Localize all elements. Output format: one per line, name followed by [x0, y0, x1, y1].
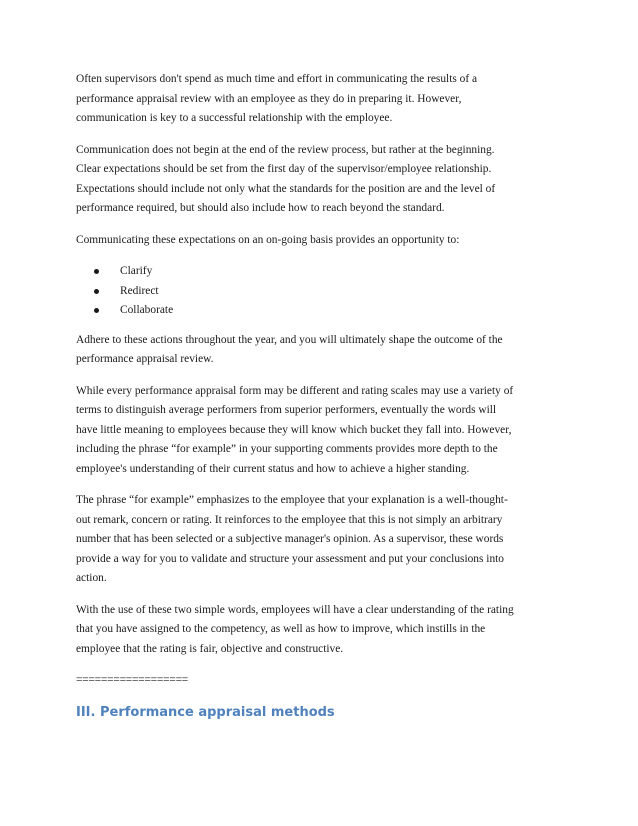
bullet-text: Clarify — [120, 265, 153, 277]
section-heading: III. Performance appraisal methods — [76, 704, 335, 720]
paragraph-expectations-opportunity: Communicating these expectations on an on-going basis provides an opportunity to: — [76, 233, 460, 246]
paragraph-two-simple-words: With the use of these two simple words, employees will have a clear understanding of the rating that you have assigned to the competency, as well as how to improve, which instills in the employee that the rating is fair, objective and constructive. — [76, 603, 514, 655]
paragraph-for-example-phrase: The phrase “for example” emphasizes to the employee that your explanation is a well-thought- out remark, concern or rating. It reinforces to the employee that this is not simply an arbitrary number that has been selected or a subjective manager's opinion. As a supervisor, these words provide a way for you to validate and structure your assessment and put your conclusions into action. — [76, 494, 508, 584]
bullet-icon — [94, 289, 99, 294]
paragraph-communication-beginning: Communication does not begin at the end of the review process, but rather at the beginning. Clear expectations should be set from the first day of the supervisor/employee relationship. Expectations should include not only what the standards for the position are and the level of performance required, but should also include how to reach beyond the standard. — [76, 143, 496, 214]
paragraph-rating-scales: While every performance appraisal form may be different and rating scales may use a variety of terms to distinguish average performers from superior performers, eventually the words will have little meaning to employees because they will know which bucket they fall into. However, including the phrase “for example” in your supporting comments provides more depth to the employee's understanding of their current status and how to achieve a higher standing. — [76, 384, 514, 475]
bullet-list — [76, 262, 562, 321]
paragraph-adhere-actions: Adhere to these actions throughout the year, and you will ultimately shape the outcome of the performance appraisal review. — [76, 333, 503, 365]
list-item — [76, 262, 562, 282]
document-body — [76, 70, 562, 723]
list-item — [76, 282, 562, 302]
bullet-text: Collaborate — [120, 304, 174, 316]
bullet-text: Redirect — [120, 284, 159, 297]
separator-line: ================== — [76, 674, 189, 686]
bullet-icon — [94, 269, 99, 274]
paragraph-communication-results: Often supervisors don't spend as much time and effort in communicating the results of a performance appraisal review with an employee as they do in preparing it. However, communication is key to a successful relationship with the employee. — [76, 73, 478, 124]
bullet-icon — [94, 308, 99, 313]
list-item — [76, 301, 562, 321]
